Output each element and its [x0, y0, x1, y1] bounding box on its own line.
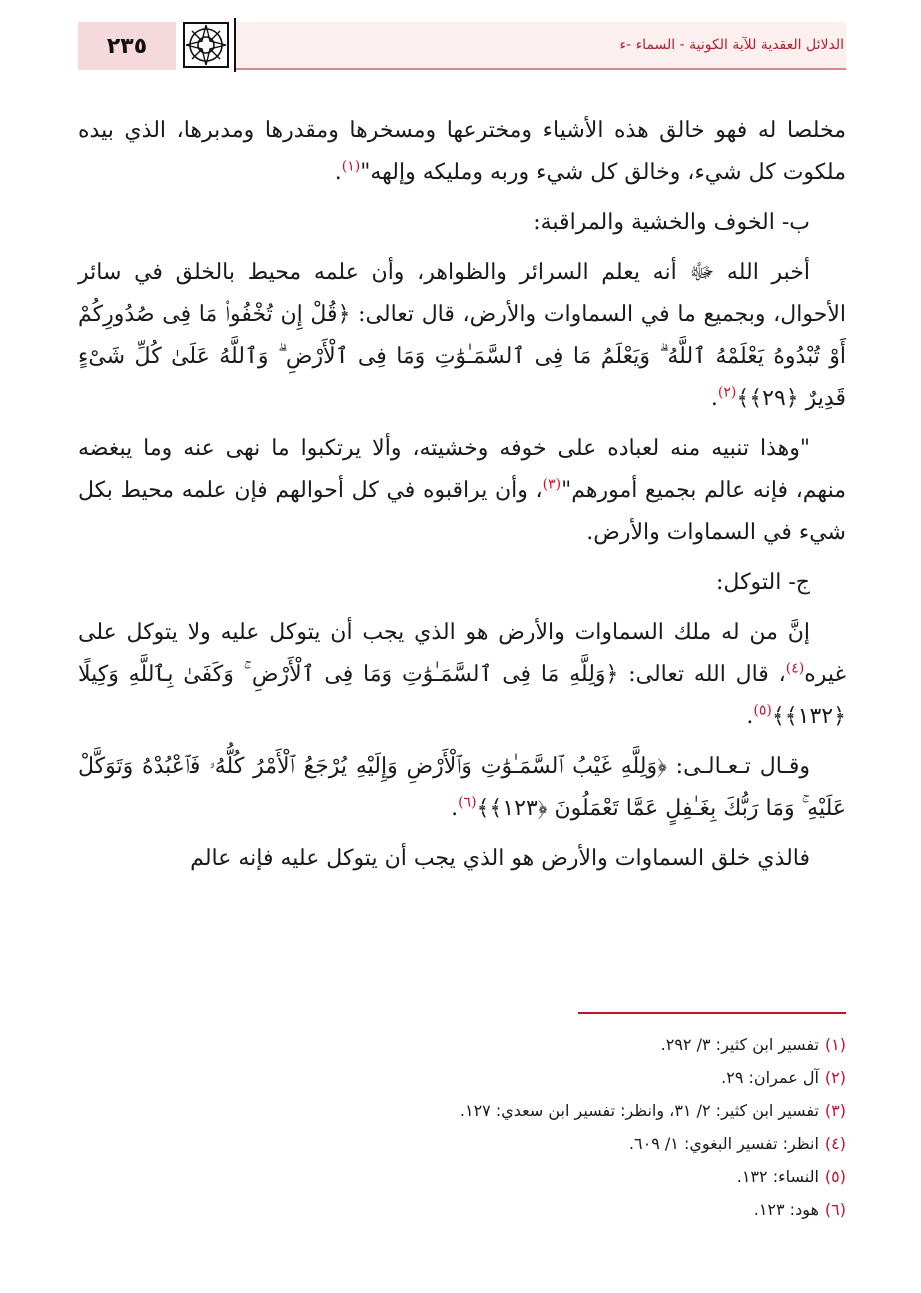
- footnote-number: (٤): [824, 1134, 846, 1153]
- paragraph-tail: ، قال الله تعالى: ﴿وَلِلَّهِ مَا فِى ٱلسَّمَـٰوَٰتِ وَمَا فِى ٱلْأَرْضِ ۚ وَكَفَىٰ بِٱللَّهِ وَكِيلًا ﴿١٣٢﴾﴾: [78, 662, 846, 729]
- footnote-ref[interactable]: (٥): [753, 702, 772, 719]
- paragraph-tail: .: [746, 704, 754, 729]
- paragraph-tail: .: [451, 796, 459, 821]
- paragraph-text: وقـال تـعـالـى: ﴿وَلِلَّهِ غَيْبُ ٱلسَّمَـٰوَٰتِ وَٱلْأَرْضِ وَإِلَيْهِ يُرْجَعُ ٱلْأَمْرُ كُلُّهُۥ فَٱعْبُدْهُ وَتَوَكَّلْ عَلَيْهِ ۚ وَمَا رَبُّكَ بِغَـٰفِلٍ عَمَّا تَعْمَلُونَ ﴿١٢٣﴾﴾: [78, 754, 846, 821]
- footnote-ref[interactable]: (٣): [542, 476, 562, 493]
- section-heading: [78, 562, 846, 604]
- running-title-band: [236, 22, 846, 70]
- footnote-item: [78, 1061, 846, 1094]
- paragraph-text: مخلصا له فهو خالق هذه الأشياء ومخترعها ومسخرها ومقدرها ومدبرها، الذي بيده ملكوت كل شيء، وخالق كل شيء وربه ومليكه وإلهه": [78, 118, 846, 185]
- body-text: [78, 110, 846, 888]
- paragraph: [78, 746, 846, 830]
- paragraph: [78, 428, 846, 554]
- footnote-text: هود: ١٢٣.: [753, 1200, 819, 1219]
- footnote-item: [78, 1160, 846, 1193]
- footnote-ref[interactable]: (٤): [785, 660, 805, 677]
- footnotes: [78, 1028, 846, 1226]
- footnote-item: [78, 1094, 846, 1127]
- footnote-ref[interactable]: (٦): [458, 794, 477, 811]
- footnote-text: النساء: ١٣٢.: [736, 1167, 819, 1186]
- footnote-ref[interactable]: (٢): [717, 384, 737, 401]
- footnote-ref[interactable]: (١): [341, 158, 361, 175]
- footnote-text: انظر: تفسير البغوي: ١/ ٦٠٩.: [628, 1134, 819, 1153]
- footnote-text: تفسير ابن كثير: ٣/ ٢٩٢.: [660, 1035, 819, 1054]
- paragraph-text: إنَّ من له ملك السماوات والأرض هو الذي يجب أن يتوكل عليه ولا يتوكل على غيره: [78, 620, 846, 687]
- paragraph: [78, 252, 846, 420]
- footnote-number: (١): [824, 1035, 846, 1054]
- running-title: الدلائل العقدية للآية الكونية - السماء -ﺀ: [619, 37, 844, 53]
- section-heading: [78, 202, 846, 244]
- footnote-number: (٢): [824, 1068, 846, 1087]
- footnote-divider: [578, 1012, 846, 1014]
- page-header: [0, 0, 921, 100]
- footnote-item: [78, 1028, 846, 1061]
- paragraph: [78, 838, 846, 880]
- ornament-icon: [180, 18, 232, 72]
- footnote-number: (٣): [824, 1101, 846, 1120]
- page-number: ٢٣٥: [78, 22, 176, 70]
- footnote-item: [78, 1127, 846, 1160]
- footnote-text: تفسير ابن كثير: ٢/ ٣١، وانظر: تفسير ابن سعدي: ١٢٧.: [459, 1101, 819, 1120]
- paragraph: [78, 612, 846, 738]
- paragraph-tail: ، وأن يراقبوه في كل أحوالهم فإن علمه محيط بكل شيء في السماوات والأرض.: [78, 478, 846, 545]
- heading-text: ب- الخوف والخشية والمراقبة:: [533, 210, 810, 235]
- footnote-item: [78, 1193, 846, 1226]
- paragraph-text: "وهذا تنبيه منه لعباده على خوفه وخشيته، وألا يرتكبوا ما نهى عنه وما يبغضه منهم، فإنه عالم بجميع أمورهم": [78, 436, 846, 503]
- footnote-number: (٥): [824, 1167, 846, 1186]
- paragraph-tail: .: [710, 386, 718, 411]
- paragraph-text: فالذي خلق السماوات والأرض هو الذي يجب أن يتوكل عليه فإنه عالم: [190, 846, 810, 871]
- footnote-number: (٦): [824, 1200, 846, 1219]
- footnote-text: آل عمران: ٢٩.: [721, 1068, 819, 1087]
- paragraph-tail: .: [334, 160, 342, 185]
- paragraph-text: أخبر الله ﷻ أنه يعلم السرائر والظواهر، وأن علمه محيط بالخلق في سائر الأحوال، وبجميع ما في السماوات والأرض، قال تعالى: ﴿قُلْ إِن تُخْفُوا۟ مَا فِى صُدُورِكُمْ أَوْ تُبْدُوهُ يَعْلَمْهُ ٱللَّهُ ۗ وَيَعْلَمُ مَا فِى ٱلسَّمَـٰوَٰتِ وَمَا فِى ٱلْأَرْضِ ۗ وَٱللَّهُ عَلَىٰ كُلِّ شَىْءٍ قَدِيرٌ ﴿٢٩﴾﴾: [78, 260, 846, 411]
- heading-text: ج- التوكل:: [716, 570, 810, 595]
- paragraph: [78, 110, 846, 194]
